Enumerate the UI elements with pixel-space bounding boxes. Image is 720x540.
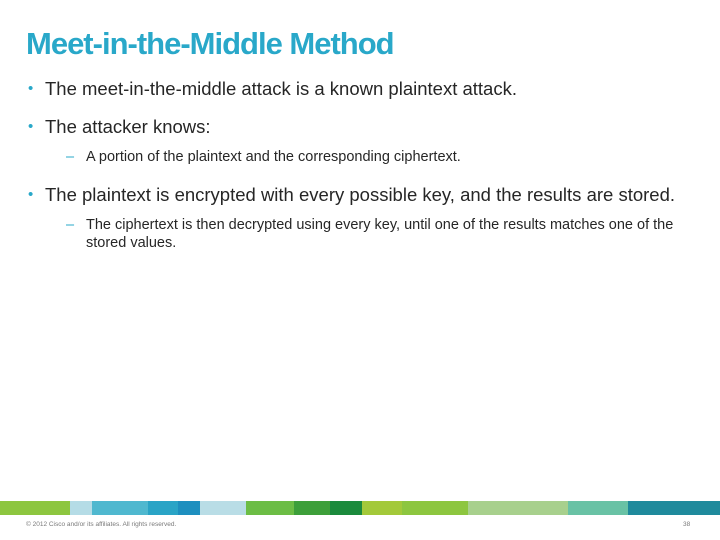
sub-bullet-item: [66, 148, 698, 166]
bullet-item: [28, 184, 698, 206]
bullet-item: [28, 116, 698, 138]
bullet-list: [28, 78, 698, 270]
bullet-glyph: •: [28, 186, 34, 203]
footer-bar-segment: [246, 501, 294, 515]
copyright-text: © 2012 Cisco and/or its affiliates. All rights reserved.: [26, 521, 177, 528]
footer-bar-segment: [628, 501, 720, 515]
sub-bullet-text: The ciphertext is then decrypted using every key, until one of the results matches one of the stored values.: [86, 217, 674, 251]
footer-bar-segment: [330, 501, 362, 515]
footer-bar-segment: [0, 501, 70, 515]
sub-bullet-glyph: –: [66, 217, 75, 233]
bullet-glyph: •: [28, 80, 34, 97]
bullet-text: The attacker knows:: [45, 116, 211, 137]
sub-bullet-item: [66, 216, 698, 252]
bullet-item: [28, 78, 698, 100]
footer-color-bar: [0, 501, 720, 515]
bullet-text: The meet-in-the-middle attack is a known plaintext attack.: [45, 78, 517, 99]
sub-bullet-glyph: –: [66, 149, 75, 165]
footer-bar-segment: [468, 501, 568, 515]
bullet-text: The plaintext is encrypted with every possible key, and the results are stored.: [45, 184, 676, 205]
page-number: 38: [683, 521, 691, 528]
bullet-glyph: •: [28, 118, 34, 135]
footer-bar-segment: [148, 501, 178, 515]
footer-bar-segment: [568, 501, 628, 515]
footer-bar-segment: [294, 501, 330, 515]
footer-bar-segment: [92, 501, 148, 515]
footer-bar-segment: [402, 501, 468, 515]
slide-title: Meet-in-the-Middle Method: [26, 26, 394, 61]
footer-bar-segment: [362, 501, 402, 515]
footer-bar-segment: [70, 501, 92, 515]
sub-bullet-text: A portion of the plaintext and the corresponding ciphertext.: [86, 149, 461, 165]
footer-bar-segment: [178, 501, 200, 515]
footer-bar-segment: [200, 501, 246, 515]
